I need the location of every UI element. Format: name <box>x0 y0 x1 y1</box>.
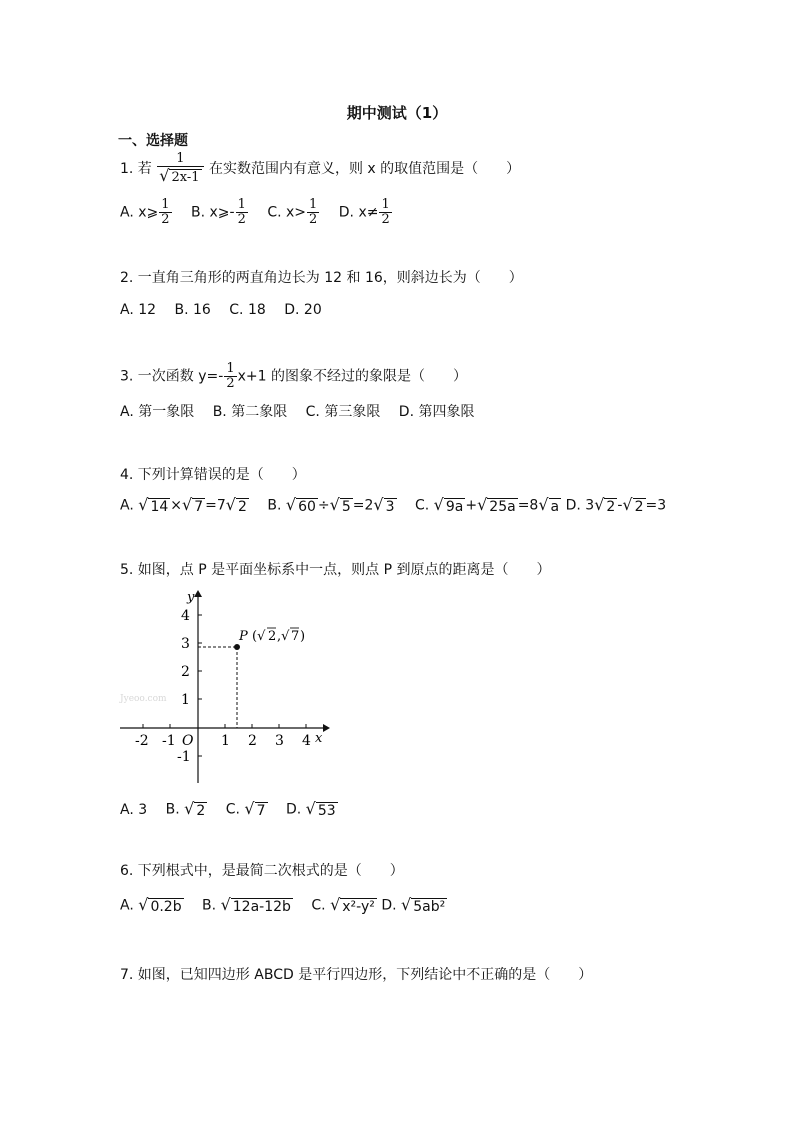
equals: =8 <box>517 497 539 514</box>
q5-option-a[interactable] <box>120 801 147 819</box>
radical-icon: √ <box>401 895 412 914</box>
q3-fraction <box>224 362 236 391</box>
page-title: 期中测试（1） <box>346 104 448 122</box>
option-lhs: x≠ <box>358 204 379 221</box>
q3-prefix: 3. 一次函数 y=- <box>120 368 224 385</box>
y-tick-label: 4 <box>181 608 190 624</box>
point-coord-open: (√ <box>252 629 266 644</box>
option-frac-num: 1 <box>161 197 170 212</box>
option-label: B. <box>202 897 217 914</box>
radicand: 2 <box>237 499 247 515</box>
q2-option-c[interactable]: C. 18 <box>229 302 266 318</box>
radicand: 12a-12b <box>232 899 291 915</box>
question-7: 7. 如图，已知四边形 ABCD 是平行四边形，下列结论中不正确的是（ ） <box>120 967 593 983</box>
question-3 <box>120 362 467 391</box>
radicand: 2 <box>634 499 644 515</box>
radical-icon: √ <box>477 495 488 514</box>
option-frac-den: 2 <box>381 212 390 227</box>
q4-option-b[interactable] <box>267 496 396 515</box>
option-label: D. <box>285 801 302 818</box>
option-fraction <box>236 198 248 227</box>
point-coord-close: ) <box>300 629 306 644</box>
option-frac-den: 2 <box>237 212 246 227</box>
option-frac-num: 1 <box>381 197 390 212</box>
question-2: 2. 一直角三角形的两直角边长为 12 和 16，则斜边长为（ ） <box>120 270 523 286</box>
x-tick-label: 4 <box>302 733 311 749</box>
option-frac-den: 2 <box>309 212 318 227</box>
equals: =2 <box>352 497 374 514</box>
y-tick-label: 1 <box>181 692 190 708</box>
radicand: 0.2b <box>150 899 182 915</box>
radical-icon: √ <box>159 166 170 185</box>
option-label: C. <box>267 204 282 221</box>
question-1 <box>120 152 520 186</box>
q5-option-d[interactable] <box>286 800 338 819</box>
option-label: D. <box>381 897 397 914</box>
q1-options <box>120 198 393 227</box>
option-label: D. <box>338 204 354 221</box>
option-label: B. <box>165 801 180 818</box>
option-label: D. <box>565 497 581 514</box>
radicand: 7 <box>194 499 204 515</box>
option-fraction <box>379 198 391 227</box>
question-5: 5. 如图，点 P 是平面坐标系中一点，则点 P 到原点的距离是（ ） <box>120 562 551 578</box>
operator: + <box>465 497 478 514</box>
q6-options <box>120 896 447 915</box>
q1-option-a[interactable] <box>120 198 173 227</box>
option-fraction <box>307 198 319 227</box>
radical-icon: √ <box>594 495 605 514</box>
q3-frac-den: 2 <box>226 376 235 391</box>
option-value: 3 <box>138 801 148 818</box>
option-fraction <box>159 198 171 227</box>
q3-frac-num: 1 <box>226 361 235 376</box>
q2-option-b[interactable]: B. 16 <box>174 302 211 318</box>
x-tick-label: -2 <box>135 733 149 749</box>
q3-option-d[interactable]: D. 第四象限 <box>398 404 475 420</box>
coefficient: 3 <box>585 497 595 514</box>
operator: × <box>170 497 182 514</box>
x-axis-label: x <box>315 731 323 746</box>
radicand: 2 <box>196 803 206 819</box>
y-axis-label: y <box>187 590 195 605</box>
radicand: 53 <box>317 803 336 819</box>
x-axis-arrow-icon <box>323 724 330 732</box>
x-tick-label: 2 <box>248 733 257 749</box>
option-label: C. <box>225 801 240 818</box>
q2-option-a[interactable]: A. 12 <box>120 302 157 318</box>
option-label: A. <box>120 204 134 221</box>
q5-option-b[interactable] <box>166 800 208 819</box>
x-tick-label: 1 <box>221 733 230 749</box>
q3-suffix: x+1 的图象不经过的象限是（ ） <box>237 368 467 385</box>
point-coord-sep: ,√ <box>277 629 290 644</box>
radical-icon: √ <box>622 495 633 514</box>
q1-fraction <box>157 152 203 186</box>
q1-option-d[interactable] <box>339 198 393 227</box>
q3-options <box>120 403 474 421</box>
q4-option-a[interactable] <box>120 496 249 515</box>
y-axis-arrow-icon <box>194 590 202 597</box>
radical-icon: √ <box>433 495 444 514</box>
equals: =3 <box>645 497 667 514</box>
radical-icon: √ <box>538 495 549 514</box>
option-label: A. <box>120 497 134 514</box>
radicand: 5 <box>341 499 351 515</box>
q1-option-c[interactable] <box>267 198 320 227</box>
option-label: C. <box>414 497 430 514</box>
equals: =7 <box>205 497 226 514</box>
q6-option-c[interactable] <box>311 896 377 915</box>
q5-option-c[interactable] <box>226 800 268 819</box>
q2-options <box>120 301 322 319</box>
radicand: 5ab² <box>413 899 446 915</box>
coordinate-graph <box>115 585 345 790</box>
option-label: C. <box>311 897 326 914</box>
operator: ÷ <box>317 497 330 514</box>
radical-icon: √ <box>225 495 236 514</box>
radical-icon: √ <box>329 495 340 514</box>
q6-option-a[interactable] <box>120 896 184 915</box>
radicand: 9a <box>445 499 464 515</box>
radicand: 25a <box>489 499 516 515</box>
radicand: 7 <box>256 803 266 819</box>
radical-icon: √ <box>138 895 149 914</box>
option-lhs: x⩾- <box>209 204 235 221</box>
q5-options <box>120 800 338 819</box>
point-p <box>234 644 240 650</box>
q1-option-b[interactable] <box>191 198 249 227</box>
option-lhs: x⩾ <box>138 204 159 221</box>
y-tick-label: 3 <box>181 636 190 652</box>
y-tick-label: 2 <box>181 664 190 680</box>
q4-option-d[interactable] <box>566 496 667 515</box>
question-6: 6. 下列根式中，是最简二次根式的是（ ） <box>120 863 404 879</box>
radicand: 14 <box>150 499 169 515</box>
question-4: 4. 下列计算错误的是（ ） <box>120 467 306 483</box>
watermark: Jyeoo.com <box>120 694 167 704</box>
section-heading: 一、选择题 <box>118 133 188 149</box>
y-tick-label: -1 <box>177 749 191 765</box>
radical-icon: √ <box>373 495 384 514</box>
q3-option-a[interactable]: A. 第一象限 <box>120 404 195 420</box>
radical-icon: √ <box>184 799 195 818</box>
option-lhs: x> <box>286 204 307 221</box>
radical-icon: √ <box>244 799 255 818</box>
radicand: x²-y² <box>342 899 375 915</box>
q1-prefix: 1. 若 <box>120 161 152 177</box>
q2-option-d[interactable]: D. 20 <box>284 302 322 318</box>
option-frac-num: 1 <box>309 197 318 212</box>
point-coord-b: 7 <box>291 629 300 644</box>
origin-label: O <box>182 733 194 749</box>
q1-frac-den <box>157 166 203 186</box>
x-tick-label: 3 <box>275 733 284 749</box>
radical-icon: √ <box>305 799 316 818</box>
option-frac-num: 1 <box>237 197 246 212</box>
radical-icon: √ <box>220 895 231 914</box>
q3-option-b[interactable]: B. 第二象限 <box>212 404 288 420</box>
option-label: A. <box>120 897 134 914</box>
q1-suffix: 在实数范围内有意义，则 x 的取值范围是（ ） <box>208 161 521 177</box>
radical-icon: √ <box>138 495 149 514</box>
q3-option-c[interactable]: C. 第三象限 <box>305 404 381 420</box>
x-tick-label: -1 <box>162 733 176 749</box>
option-label: A. <box>120 801 134 818</box>
point-label: P <box>239 629 248 644</box>
operator: - <box>617 497 623 514</box>
q1-frac-num: 1 <box>176 151 185 166</box>
radicand: 3 <box>385 499 395 515</box>
q6-option-d[interactable] <box>381 896 447 915</box>
point-coord-a: 2 <box>268 629 277 644</box>
radical-icon: √ <box>182 495 193 514</box>
q4-options <box>120 496 666 515</box>
radical-icon: √ <box>330 895 341 914</box>
q6-option-b[interactable] <box>202 896 293 915</box>
option-label: B. <box>267 497 282 514</box>
q1-den-radicand: 2x-1 <box>171 170 200 185</box>
radicand: a <box>550 499 560 515</box>
radical-icon: √ <box>285 495 297 514</box>
radicand: 2 <box>606 499 616 515</box>
radicand: 60 <box>298 499 316 515</box>
option-label: B. <box>190 204 206 221</box>
option-frac-den: 2 <box>161 212 170 227</box>
q4-option-c[interactable] <box>415 496 561 515</box>
